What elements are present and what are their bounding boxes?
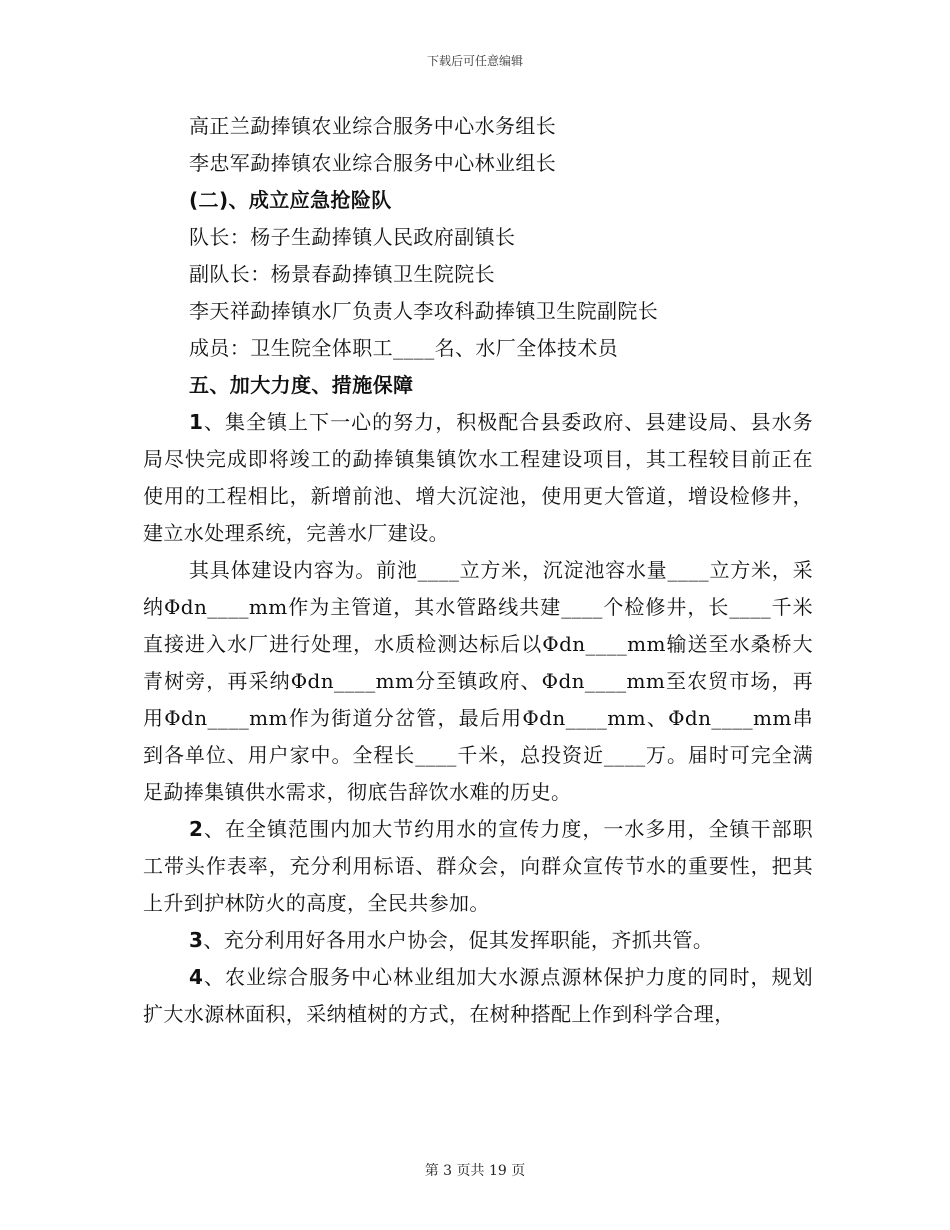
section-heading: 五、加大力度、措施保障 [189, 373, 414, 397]
paragraph-text: 、农业综合服务中心林业组加大水源点源林保护力度的同时，规划扩大水源林面积，采纳植树的方式，在树种搭配上作到科学合理， [143, 965, 813, 1026]
paragraph-details [143, 552, 813, 811]
section-heading: (二)、成立应急抢险队 [189, 188, 392, 212]
paragraph-number: 3 [189, 928, 204, 952]
paragraph-1 [143, 404, 813, 552]
text-line: 队长：杨子生勐捧镇人民政府副镇长 [189, 225, 516, 249]
document-body [143, 108, 813, 1033]
page-footer: 第 3 页共 19 页 [424, 1163, 526, 1179]
page-header: 下载后可任意编辑 [426, 54, 523, 68]
paragraph-text: 、在全镇范围内加大节约用水的宣传力度，一水多用，全镇干部职工带头作表率，充分利用标语、群众会，向群众宣传节水的重要性，把其上升到护林防火的高度，全民共参加。 [143, 817, 813, 915]
text-line: 李忠军勐捧镇农业综合服务中心林业组长 [189, 151, 557, 175]
paragraph-3 [143, 922, 813, 959]
text-line: 高正兰勐捧镇农业综合服务中心水务组长 [189, 114, 557, 138]
text-line: 成员：卫生院全体职工____名、水厂全体技术员 [189, 336, 619, 360]
paragraph-number: 4 [189, 965, 204, 989]
paragraph-number: 1 [189, 410, 204, 434]
text-line: 李天祥勐捧镇水厂负责人李攻科勐捧镇卫生院副院长 [189, 299, 659, 323]
paragraph-text: 、集全镇上下一心的努力，积极配合县委政府、县建设局、县水务局尽快完成即将竣工的勐捧镇集镇饮水工程建设项目，其工程较目前正在使用的工程相比，新增前池、增大沉淀池，使用更大管道，增设检修井，建立水处理系统，完善水厂建设。 [143, 410, 813, 545]
paragraph-2 [143, 811, 813, 922]
paragraph-number: 2 [189, 817, 204, 841]
paragraph-text: 、充分利用好各用水户协会，促其发挥职能，齐抓共管。 [203, 928, 714, 952]
text-line: 副队长：杨景春勐捧镇卫生院院长 [189, 262, 495, 286]
paragraph-4 [143, 959, 813, 1033]
paragraph-text: 其具体建设内容为。前池____立方米，沉淀池容水量____立方米，采纳Φdn____mm作为主管道，其水管路线共建____个检修井，长____千米直接进入水厂进行处理，水质检测达标后以Φdn____mm输送至水桑桥大青树旁，再采纳Φdn____mm分至镇政府、Φdn____mm至农贸市场，再用Φdn____mm作为街道分岔管，最后用Φdn____mm、Φdn____mm串到各单位、用户家中。全程长____千米，总投资近____万。届时可完全满足勐捧集镇供水需求，彻底告辞饮水难的历史。 [143, 558, 813, 804]
